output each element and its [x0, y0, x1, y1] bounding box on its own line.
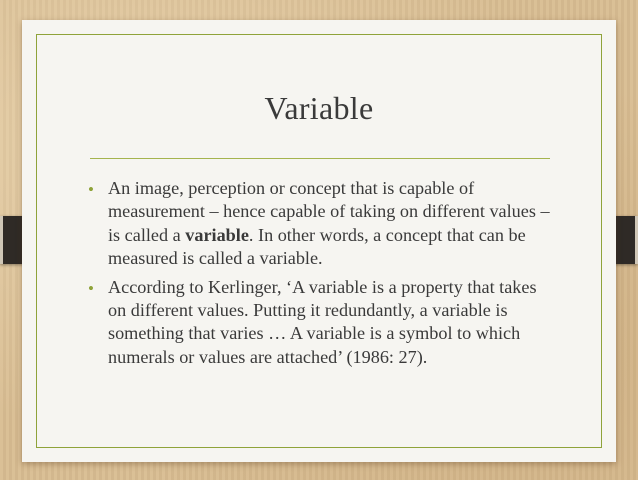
bullet-item-kerlinger-quote: [88, 276, 558, 370]
bullet-text-before: An image, perception or concept that is capable of measurement – hence capable of taking on different values – is called a: [108, 178, 550, 245]
slide-title: Variable: [264, 90, 374, 126]
title-divider: [90, 158, 550, 159]
slide-body: [88, 177, 558, 374]
bullet-item-definition: [88, 177, 558, 271]
bullet-text-after: . In other words, a concept that can be measured is called a variable.: [108, 224, 526, 269]
bullet-text-quote: According to Kerlinger, ‘A variable is a property that takes on different values. Putting it redundantly, a variable is something that varies … A variable is a symbol to which numerals or values are attached’ (1986: 27).: [108, 276, 537, 367]
bullet-icon: •: [88, 278, 94, 298]
bullet-text-bold-term: variable: [185, 224, 249, 245]
bullet-icon: •: [88, 180, 94, 199]
